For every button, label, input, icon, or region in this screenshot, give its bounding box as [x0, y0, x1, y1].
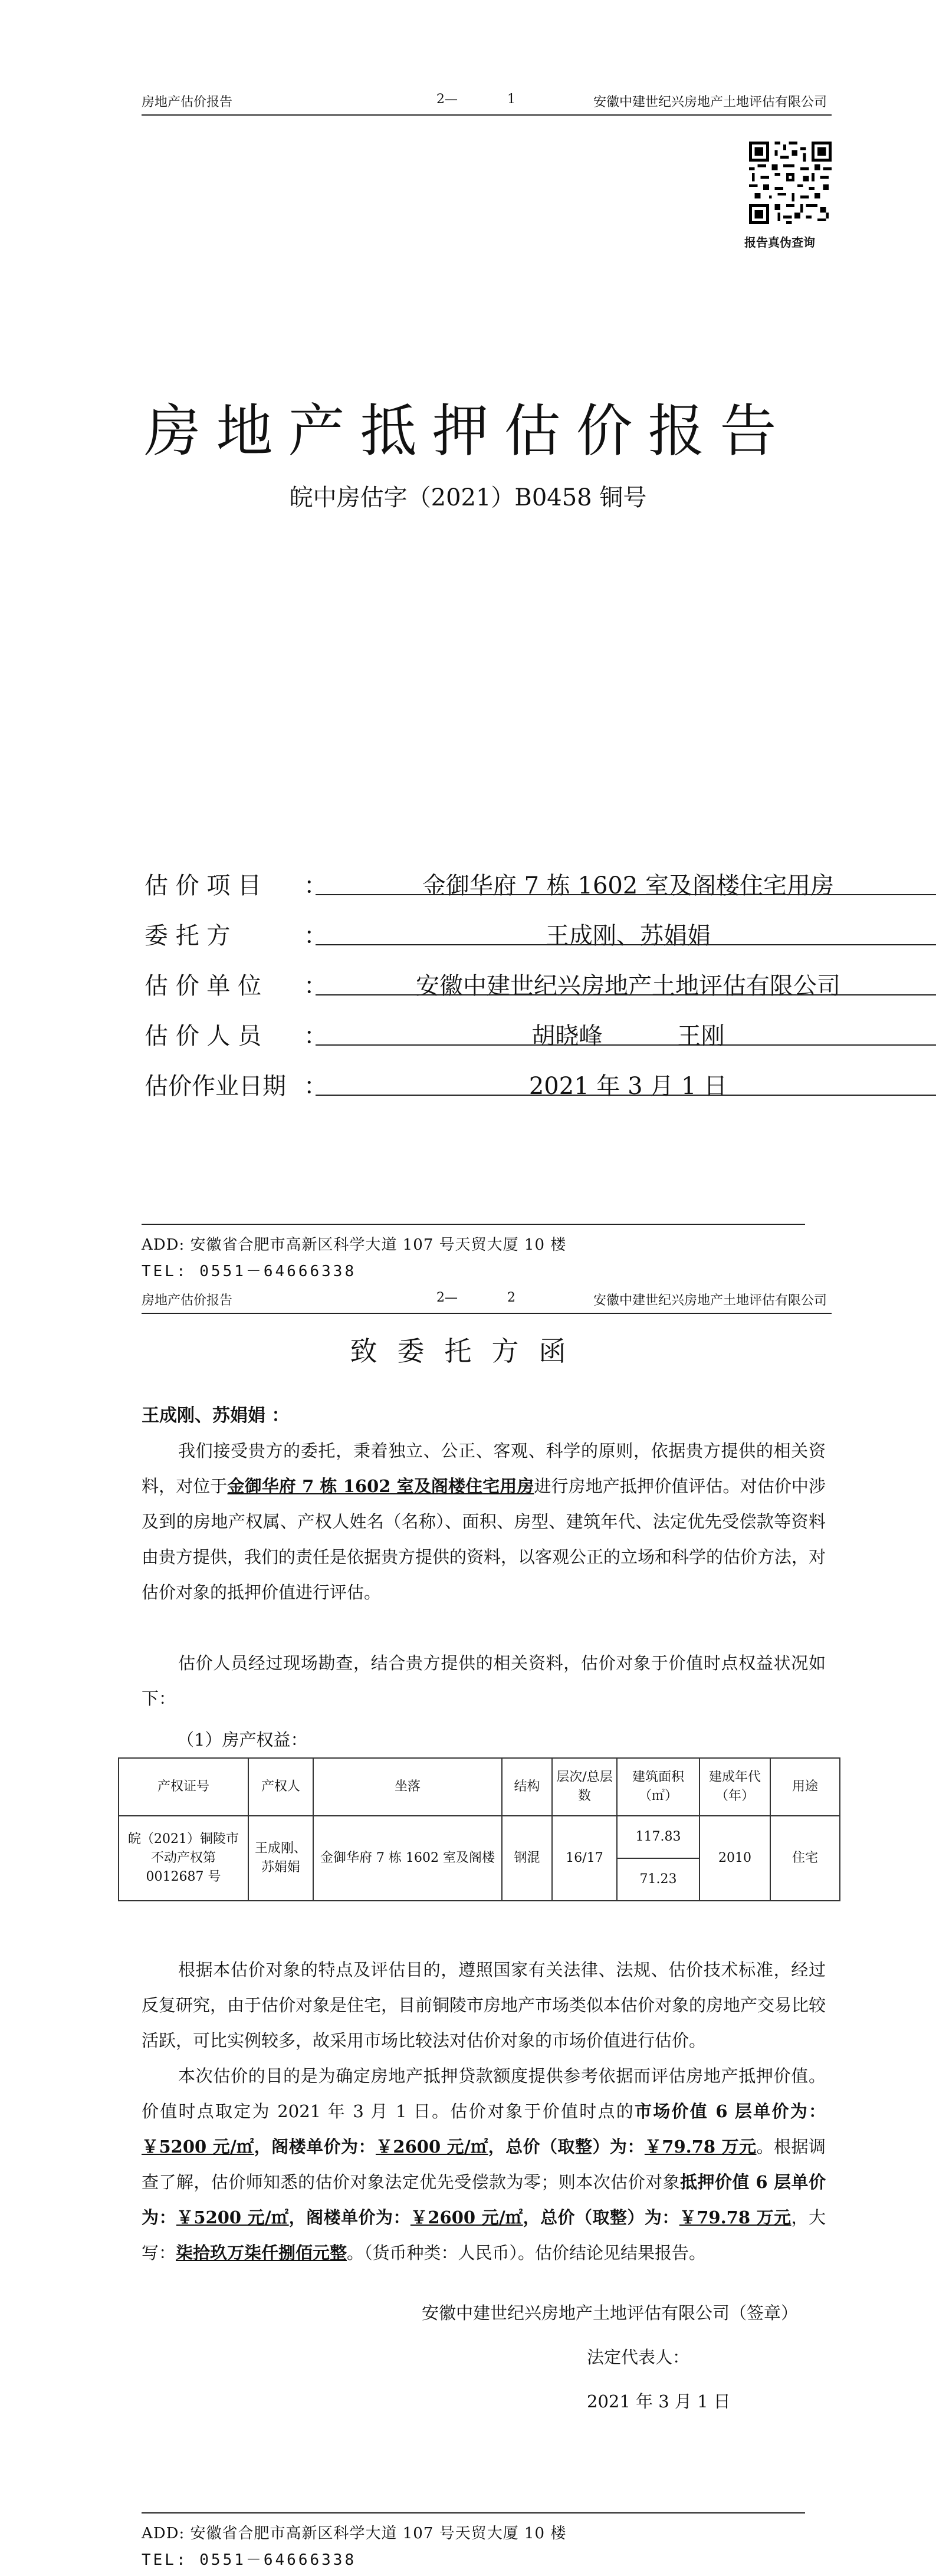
- column-header: 产权人: [248, 1758, 313, 1816]
- column-header: 建成年代（年）: [699, 1758, 770, 1816]
- column-header: 坐落: [313, 1758, 502, 1816]
- info-colon: ：: [304, 1073, 327, 1100]
- table-caption: （1）房产权益：: [177, 1730, 308, 1750]
- info-label: 估 价 单 位: [144, 972, 262, 1000]
- column-header: 产权证号: [119, 1758, 248, 1816]
- paragraph-survey: 估价人员经过现场勘查，结合贵方提供的相关资料，估价对象于价值时点权益状况如下：: [142, 1653, 826, 1708]
- cell-area-main: 117.83: [617, 1816, 699, 1858]
- legal-representative: 法定代表人：: [587, 2347, 690, 2367]
- cell-owner: 王成刚、苏娟娟: [248, 1816, 313, 1901]
- cell-location: 金御华府 7 栋 1602 室及阁楼: [313, 1816, 502, 1901]
- company-seal-line: 安徽中建世纪兴房地产土地评估有限公司（签章）: [422, 2303, 799, 2323]
- info-label: 估 价 人 员: [144, 1023, 262, 1050]
- text-run: 进行房地产抵押价值评估。对估价中涉及到的房地产权属、产权人姓名（名称）、面积、房型、建筑年代、法定优先受偿款等资料由贵方提供，我们的责任是依据贵方提供的资料，以客观公正的立场和科学的估价方法，对估价对象的抵押价值进行评估。: [142, 1476, 826, 1602]
- paragraph-conclusion: [142, 2058, 826, 2271]
- footer-address: ADD: 安徽省合肥市高新区科学大道 107 号天贸大厦 10 楼: [142, 1236, 567, 1254]
- text-run: 本次估价的目的是为确定房地产抵押贷款额度提供参考依据而评估房地产抵押价值。价值时点取定为 2021 年 3 月 1 日。估价对象于价值时点的: [142, 2066, 826, 2121]
- header-page-mark: 2—: [436, 1290, 458, 1305]
- text-run: ，阁楼单价为：: [254, 2137, 376, 2157]
- underline: [316, 1044, 936, 1046]
- header-left: 房地产估价报告: [142, 95, 233, 110]
- underline: [316, 994, 936, 995]
- header-left: 房地产估价报告: [142, 1293, 233, 1308]
- column-header: 用途: [770, 1758, 840, 1816]
- page-header: [142, 1286, 832, 1314]
- cell-area-attic: 71.23: [617, 1858, 699, 1901]
- letter-title: 致委托方函: [350, 1335, 586, 1367]
- letter-page: [0, 1286, 936, 2576]
- header-right: 安徽中建世纪兴房地产土地评估有限公司: [593, 1293, 827, 1308]
- info-label: 估 价 项 目: [144, 872, 262, 899]
- info-colon: ：: [304, 972, 327, 1000]
- header-page-mark: 2—: [436, 92, 458, 107]
- header-page-number: 1: [507, 92, 515, 107]
- text-run: ，大写：: [142, 2207, 826, 2263]
- paragraph-method: 根据本估价对象的特点及评估目的，遵照国家有关法律、法规、估价技术标准，经过反复研究，由于估价对象是住宅，目前铜陵市房地产市场类似本估价对象的房地产交易比较活跃，可比实例较多，故采用市场比较法对估价对象的市场价值进行估价。: [142, 1960, 826, 2051]
- text-run: ，总价（取整）为：: [488, 2137, 645, 2157]
- underline: [316, 1095, 936, 1096]
- info-value: 金御华府 7 栋 1602 室及阁楼住宅用房: [422, 872, 835, 899]
- page-header: [142, 87, 832, 116]
- footer-rule: [142, 1224, 805, 1225]
- footer-address: ADD: 安徽省合肥市高新区科学大道 107 号天贸大厦 10 楼: [142, 2525, 567, 2542]
- mortgage-attic-price: ￥2600 元/㎡: [410, 2207, 523, 2227]
- table-header-row: [119, 1758, 840, 1816]
- column-header: 结构: [502, 1758, 552, 1816]
- info-value: 2021 年 3 月 1 日: [528, 1073, 728, 1100]
- mortgage-total-price: ￥79.78 万元: [679, 2207, 792, 2227]
- header-right: 安徽中建世纪兴房地产土地评估有限公司: [593, 95, 827, 110]
- footer-phone: TEL: 0551－64666338: [142, 2551, 357, 2569]
- footer-rule: [142, 2512, 805, 2513]
- document-number: 皖中房估字（2021）B0458 铜号: [289, 484, 647, 511]
- paragraph-commission: [142, 1433, 826, 1610]
- qr-caption: 报告真伪查询: [744, 235, 815, 249]
- text-run: 市场价值 6 层单价为：: [635, 2101, 826, 2121]
- cell-floor: 16/17: [552, 1816, 617, 1901]
- cover-page: [0, 0, 936, 1286]
- info-label: 估价作业日期: [144, 1073, 286, 1100]
- column-header: 层次/总层数: [552, 1758, 617, 1816]
- market-total-price: ￥79.78 万元: [644, 2137, 757, 2157]
- cell-year: 2010: [699, 1816, 770, 1901]
- property-rights-table: [118, 1757, 840, 1901]
- info-colon: ：: [304, 922, 327, 949]
- info-colon: ：: [304, 1023, 327, 1050]
- header-page-number: 2: [507, 1290, 515, 1305]
- market-attic-price: ￥2600 元/㎡: [375, 2137, 488, 2157]
- text-run: ，阁楼单价为：: [288, 2207, 410, 2227]
- report-title: 房地产抵押估价报告: [144, 398, 792, 464]
- column-header: 建筑面积（㎡）: [617, 1758, 699, 1816]
- info-value: 胡晓峰 王刚: [531, 1023, 725, 1050]
- cell-certificate: 皖（2021）铜陵市不动产权第 0012687 号: [119, 1816, 248, 1901]
- cell-structure: 钢混: [502, 1816, 552, 1901]
- text-run: ，总价（取整）为：: [523, 2207, 679, 2227]
- letter-date: 2021 年 3 月 1 日: [587, 2391, 731, 2411]
- underline: [316, 944, 936, 945]
- text-run: 。根据调查了解，估价师知悉的估价对象法定优先受偿款为零；则本次估价对象: [142, 2137, 826, 2192]
- text-run: 我们接受贵方的委托，秉着独立、公正、客观、科学的原则，依据贵方提供的相关资料，对位于: [142, 1441, 826, 1496]
- info-value: 王成刚、苏娟娟: [546, 922, 711, 949]
- footer-phone: TEL: 0551－64666338: [142, 1263, 357, 1280]
- cell-use: 住宅: [770, 1816, 840, 1901]
- info-label: 委 托 方: [144, 922, 231, 949]
- info-value: 安徽中建世纪兴房地产土地评估有限公司: [416, 972, 840, 1000]
- info-colon: ：: [304, 872, 327, 899]
- text-run: 抵押价值 6 层单价为：: [142, 2172, 826, 2227]
- amount-in-words: 柒拾玖万柒仟捌佰元整: [176, 2243, 347, 2263]
- mortgage-unit-price: ￥5200 元/㎡: [176, 2207, 289, 2227]
- qr-code-icon[interactable]: [749, 142, 832, 224]
- table-row: [119, 1816, 840, 1858]
- addressee: 王成刚、苏娟娟 ：: [142, 1405, 290, 1426]
- market-unit-price: ￥5200 元/㎡: [142, 2137, 254, 2157]
- underline: [316, 894, 936, 895]
- text-run: 。（货币种类：人民币）。估价结论见结果报告。: [347, 2243, 707, 2263]
- property-name: 金御华府 7 栋 1602 室及阁楼住宅用房: [227, 1476, 534, 1496]
